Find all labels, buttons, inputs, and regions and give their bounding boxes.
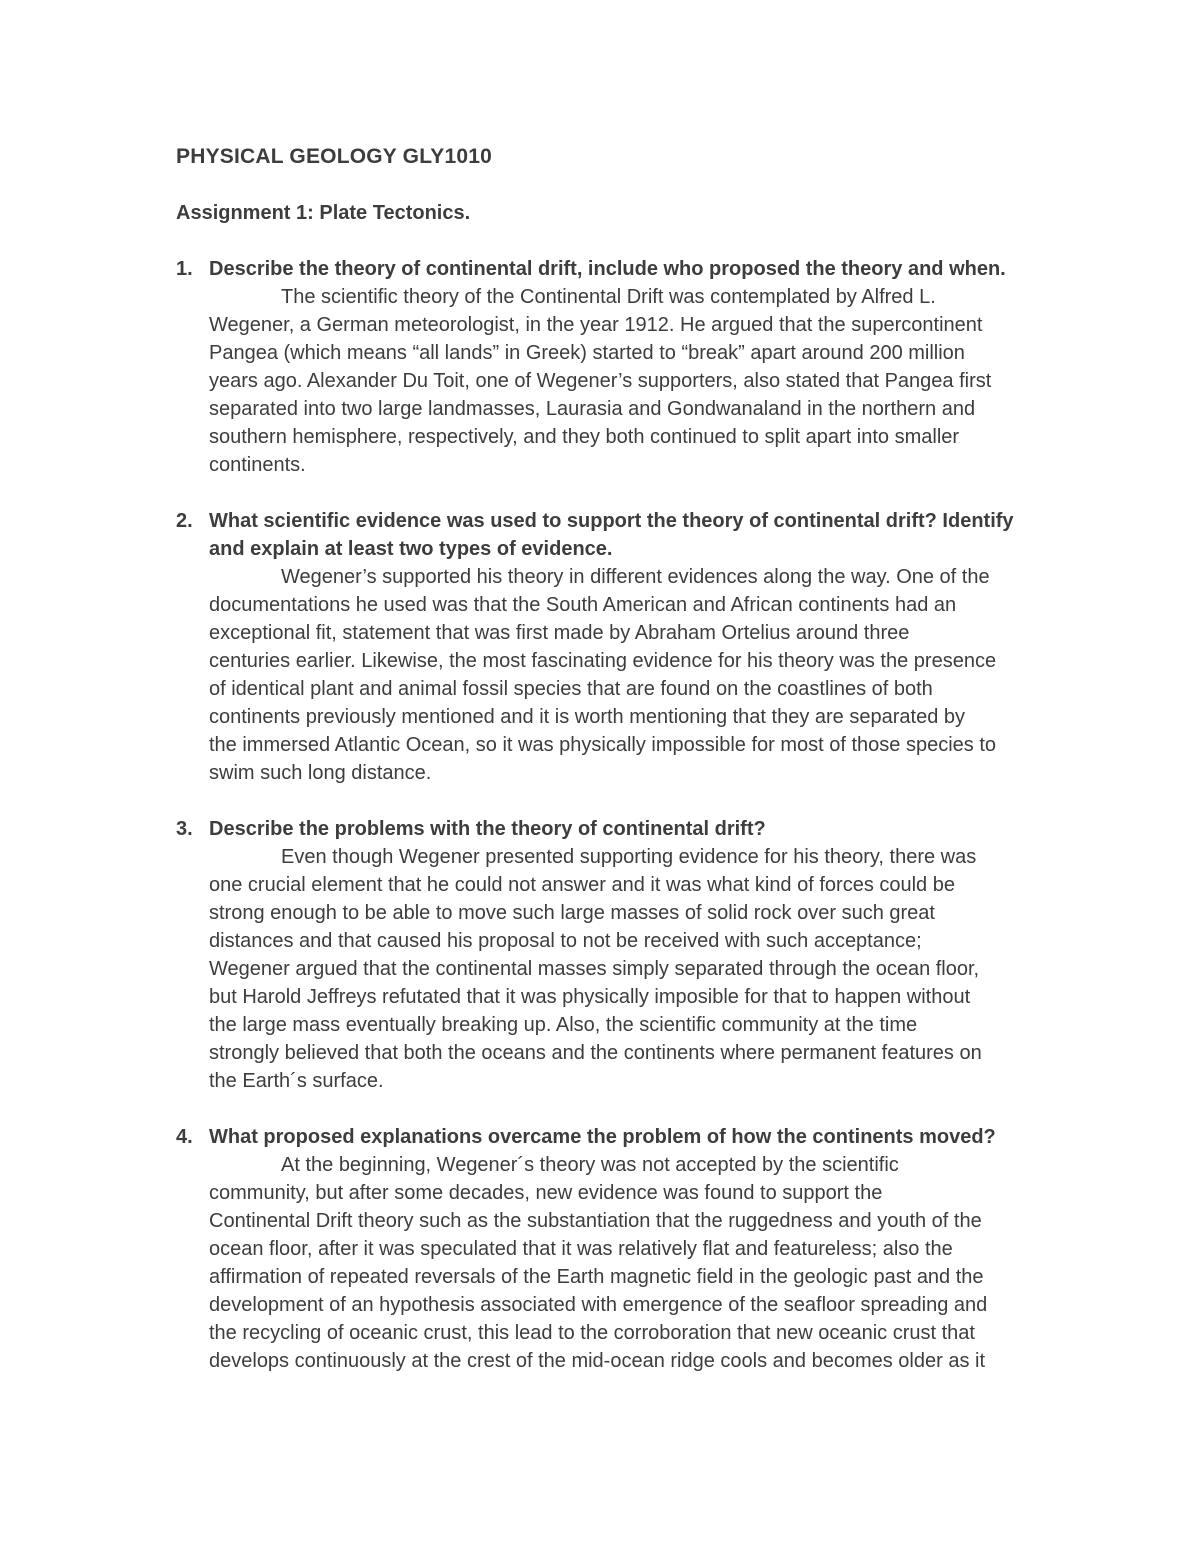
answer-text [209,563,1080,787]
answer-line: the large mass eventually breaking up. Also, the scientific community at the time [209,1014,918,1036]
question-list [176,255,1080,1375]
answer-line: Wegener’s supported his theory in different evidences along the way. One of the [281,566,990,588]
question-line: Describe the problems with the theory of continental drift? [209,818,766,840]
answer-line: the recycling of oceanic crust, this lead to the corroboration that new oceanic crust that [209,1322,975,1344]
answer-line: strongly believed that both the oceans and the continents where permanent features on [209,1042,982,1064]
answer-line: Wegener, a German meteorologist, in the year 1912. He argued that the supercontinent [209,314,983,336]
answer-line: the immersed Atlantic Ocean, so it was physically impossible for most of those species to [209,734,997,756]
answer-text [209,1151,1080,1375]
question-block [176,815,1080,1095]
question-number: 2. [176,510,193,532]
answer-line: distances and that caused his proposal to not be received with such acceptance; [209,930,922,952]
answer-line: documentations he used was that the South American and African continents had an [209,594,957,616]
answer-line: of identical plant and animal fossil species that are found on the coastlines of both [209,678,933,700]
answer-line: one crucial element that he could not answer and it was what kind of forces could be [209,874,955,896]
answer-line: Wegener argued that the continental masses simply separated through the ocean floor, [209,958,980,980]
answer-line: develops continuously at the crest of the mid-ocean ridge cools and becomes older as it [209,1350,985,1372]
answer-line: southern hemisphere, respectively, and they both continued to split apart into smaller [209,426,960,448]
answer-line: separated into two large landmasses, Laurasia and Gondwanaland in the northern and [209,398,976,420]
question-number: 4. [176,1126,193,1148]
question-text [209,255,1006,283]
answer-line: Pangea (which means “all lands” in Greek) started to “break” apart around 200 million [209,342,965,364]
answer-line: centuries earlier. Likewise, the most fascinating evidence for his theory was the presence [209,650,997,672]
question-line: What scientific evidence was used to support the theory of continental drift? Identify [209,510,1014,532]
answer-line: Even though Wegener presented supporting evidence for his theory, there was [281,846,977,868]
answer-text [209,283,1080,479]
answer-line: continents previously mentioned and it is worth mentioning that they are separated by [209,706,965,728]
answer-line: At the beginning, Wegener´s theory was not accepted by the scientific [281,1154,899,1176]
answer-line: affirmation of repeated reversals of the Earth magnetic field in the geologic past and the [209,1266,984,1288]
answer-text [209,843,1080,1095]
answer-line: continents. [209,454,306,476]
question-row [176,1123,1080,1151]
answer-line: The scientific theory of the Continental Drift was contemplated by Alfred L. [281,286,936,308]
question-block [176,255,1080,479]
answer-line: swim such long distance. [209,762,432,784]
question-number: 1. [176,258,193,280]
question-line: Describe the theory of continental drift, include who proposed the theory and when. [209,258,1006,280]
question-row [176,815,1080,843]
question-line: and explain at least two types of evidence. [209,538,613,560]
answer-line: the Earth´s surface. [209,1070,384,1092]
question-block [176,1123,1080,1375]
answer-line: ocean floor, after it was speculated that it was relatively flat and featureless; also the [209,1238,953,1260]
question-row [176,255,1080,283]
answer-line: strong enough to be able to move such large masses of solid rock over such great [209,902,935,924]
answer-line: but Harold Jeffreys refutated that it was physically imposible for that to happen without [209,986,971,1008]
question-text [209,815,766,843]
answer-line: community, but after some decades, new evidence was found to support the [209,1182,883,1204]
assignment-subtitle: Assignment 1: Plate Tectonics. [176,202,471,224]
question-block [176,507,1080,787]
question-line: What proposed explanations overcame the problem of how the continents moved? [209,1126,996,1148]
answer-line: exceptional fit, statement that was first made by Abraham Ortelius around three [209,622,910,644]
question-row [176,507,1080,563]
document-title: PHYSICAL GEOLOGY GLY1010 [176,145,493,168]
question-text [209,1123,996,1151]
question-number: 3. [176,818,193,840]
question-text [209,507,1014,563]
answer-line: Continental Drift theory such as the substantiation that the ruggedness and youth of the [209,1210,982,1232]
answer-line: years ago. Alexander Du Toit, one of Wegener’s supporters, also stated that Pangea first [209,370,992,392]
answer-line: development of an hypothesis associated with emergence of the seafloor spreading and [209,1294,988,1316]
